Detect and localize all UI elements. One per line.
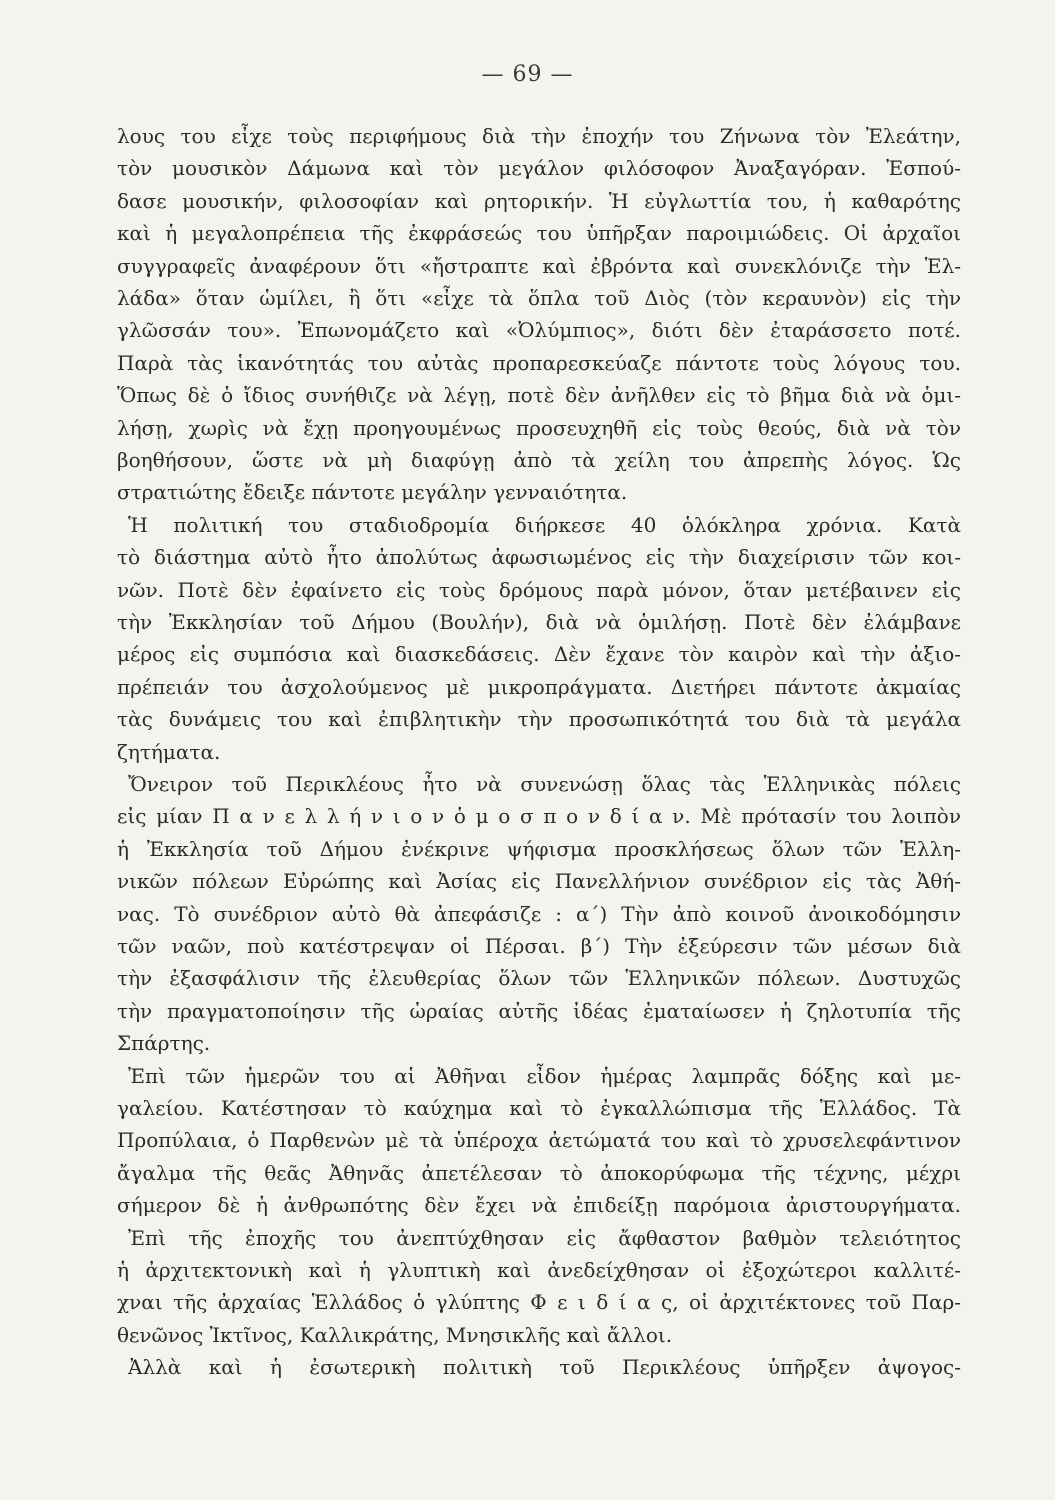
text-line: Ὅπως δὲ ὁ ἴδιος συνήθιζε νὰ λέγῃ, ποτὲ δὲν ἀνῆλθεν εἰς τὸ βῆμα διὰ νὰ ὁμι-	[117, 383, 961, 408]
text-line: χναι τῆς ἀρχαίας Ἑλλάδος ὁ γλύπτης Φ ε ι δ ί α ς, οἱ ἀρχιτέκτονες τοῦ Παρ-	[117, 1290, 961, 1315]
text-line: Ἡ πολιτική του σταδιοδρομία διήρκεσε 40 ὁλόκληρα χρόνια. Κατὰ	[128, 512, 961, 537]
text-line: τὸ διάστημα αὐτὸ ἦτο ἀπολύτως ἀφωσιωμένος εἰς τὴν διαχείρισιν τῶν κοι-	[117, 545, 961, 570]
text-line: λήσῃ, χωρὶς νὰ ἔχῃ προηγουμένως προσευχηθῆ εἰς τοὺς θεούς, διὰ νὰ τὸν	[117, 415, 961, 440]
text-line: Σπάρτης.	[117, 1031, 211, 1056]
text-line: λους του εἶχε τοὺς περιφήμους διὰ τὴν ἐποχήν του Ζήνωνα τὸν Ἐλεάτην,	[117, 124, 961, 148]
text-line: πρέπειάν του ἀσχολούμενος μὲ μικροπράγματα. Διετήρει πάντοτε ἀκμαίας	[117, 674, 961, 699]
text-line: ζητήματα.	[117, 739, 221, 764]
text-line: νας. Τὸ συνέδριον αὐτὸ θὰ ἀπεφάσιζε : α΄) Τὴν ἀπὸ κοινοῦ ἀνοικοδόμησιν	[117, 901, 961, 926]
text-line: τὴν πραγματοποίησιν τῆς ὡραίας αὐτῆς ἰδέας ἐματαίωσεν ἡ ζηλοτυπία τῆς	[117, 998, 961, 1023]
text-line: ἡ Ἐκκλησία τοῦ Δήμου ἐνέκρινε ψήφισμα προσκλήσεως ὅλων τῶν Ἑλλη-	[117, 836, 961, 861]
text-line: τῶν ναῶν, ποὺ κατέστρεψαν οἱ Πέρσαι. β΄) Τὴν ἐξεύρεσιν τῶν μέσων διὰ	[117, 934, 961, 958]
text-line: ἄγαλμα τῆς θεᾶς Ἀθηνᾶς ἀπετέλεσαν τὸ ἀποκορύφωμα τῆς τέχνης, μέχρι	[117, 1160, 961, 1185]
text-line: Ἐπὶ τῶν ἡμερῶν του αἱ Ἀθῆναι εἶδον ἡμέρας λαμπρᾶς δόξης καὶ με-	[128, 1063, 961, 1088]
text-line: σήμερον δὲ ἡ ἀνθρωπότης δὲν ἔχει νὰ ἐπιδείξῃ παρόμοια ἀριστουργήματα.	[117, 1193, 961, 1218]
text-line: τὸν μουσικὸν Δάμωνα καὶ τὸν μεγάλον φιλόσοφον Ἀναξαγόραν. Ἐσπού-	[117, 156, 961, 181]
text-line: Ἐπὶ τῆς ἐποχῆς του ἀνεπτύχθησαν εἰς ἄφθαστον βαθμὸν τελειότητος	[128, 1225, 961, 1250]
text-line: λάδα» ὅταν ὡμίλει, ἢ ὅτι «εἶχε τὰ ὅπλα τοῦ Διὸς (τὸν κεραυνὸν) εἰς τὴν	[117, 286, 961, 310]
text-line: εἰς μίαν Π α ν ε λ λ ή ν ι ο ν ὁ μ ο σ π ο ν δ ί α ν. Μὲ πρότασίν του λοιπὸν	[117, 804, 961, 829]
text-line: Ἀλλὰ καὶ ἡ ἐσωτερικὴ πολιτικὴ τοῦ Περικλέους ὑπῆρξεν ἀψογος-	[128, 1355, 961, 1380]
text-line: δασε μουσικήν, φιλοσοφίαν καὶ ρητορικήν. Ἡ εὐγλωττία του, ἡ καθαρότης	[117, 188, 961, 213]
text-line: συγγραφεῖς ἀναφέρουν ὅτι «ἤστραπτε καὶ ἐβρόντα καὶ συνεκλόνιζε τὴν Ἑλ-	[117, 253, 961, 278]
page-number: — 69 —	[481, 62, 574, 87]
text-line: γλῶσσάν του». Ἐπωνομάζετο καὶ «Ὀλύμπιος», διότι δὲν ἐταράσσετο ποτέ.	[117, 318, 961, 343]
text-line: τὴν ἐξασφάλισιν τῆς ἐλευθερίας ὅλων τῶν Ἑλληνικῶν πόλεων. Δυστυχῶς	[117, 966, 961, 991]
text-line: ἡ ἀρχιτεκτονικὴ καὶ ἡ γλυπτικὴ καὶ ἀνεδείχθησαν οἱ ἐξοχώτεροι καλλιτέ-	[117, 1258, 961, 1282]
text-line: Ὄνειρον τοῦ Περικλέους ἦτο νὰ συνενώσῃ ὅλας τὰς Ἑλληνικὰς πόλεις	[128, 772, 961, 796]
text-line: Παρὰ τὰς ἱκανότητάς του αὐτὰς προπαρεσκεύαζε πάντοτε τοὺς λόγους του.	[117, 350, 961, 375]
text-line: μέρος εἰς συμπόσια καὶ διασκεδάσεις. Δὲν ἔχανε τὸν καιρὸν καὶ τὴν ἀξιο-	[117, 642, 961, 667]
text-line: νῶν. Ποτὲ δὲν ἐφαίνετο εἰς τοὺς δρόμους παρὰ μόνον, ὅταν μετέβαινεν εἰς	[117, 577, 961, 602]
text-line: τὴν Ἐκκλησίαν τοῦ Δήμου (Βουλήν), διὰ νὰ ὁμιλήσῃ. Ποτὲ δὲν ἐλάμβανε	[117, 610, 961, 634]
text-line: βοηθήσουν, ὥστε νὰ μὴ διαφύγῃ ἀπὸ τὰ χείλη του ἀπρεπὴς λόγος. Ὡς	[117, 448, 961, 472]
text-line: θενῶνος Ἰκτῖνος, Καλλικράτης, Μνησικλῆς καὶ ἄλλοι.	[117, 1322, 673, 1347]
text-line: τὰς δυνάμεις του καὶ ἐπιβλητικὴν τὴν προσωπικότητά του διὰ τὰ μεγάλα	[117, 707, 961, 732]
text-line: νικῶν πόλεων Εὐρώπης καὶ Ἀσίας εἰς Πανελλήνιον συνέδριον εἰς τὰς Ἀθή-	[117, 869, 961, 894]
text-line: Προπύλαια, ὁ Παρθενὼν μὲ τὰ ὑπέροχα ἀετώματά του καὶ τὸ χρυσελεφάντινον	[117, 1128, 961, 1153]
text-line: γαλείου. Κατέστησαν τὸ καύχημα καὶ τὸ ἐγκαλλώπισμα τῆς Ἑλλάδος. Τὰ	[117, 1096, 961, 1120]
text-line: καὶ ἡ μεγαλοπρέπεια τῆς ἐκφράσεώς του ὑπῆρξαν παροιμιώδεις. Οἱ ἀρχαῖοι	[117, 221, 961, 246]
text-line: στρατιώτης ἔδειξε πάντοτε μεγάλην γενναιότητα.	[117, 480, 628, 505]
